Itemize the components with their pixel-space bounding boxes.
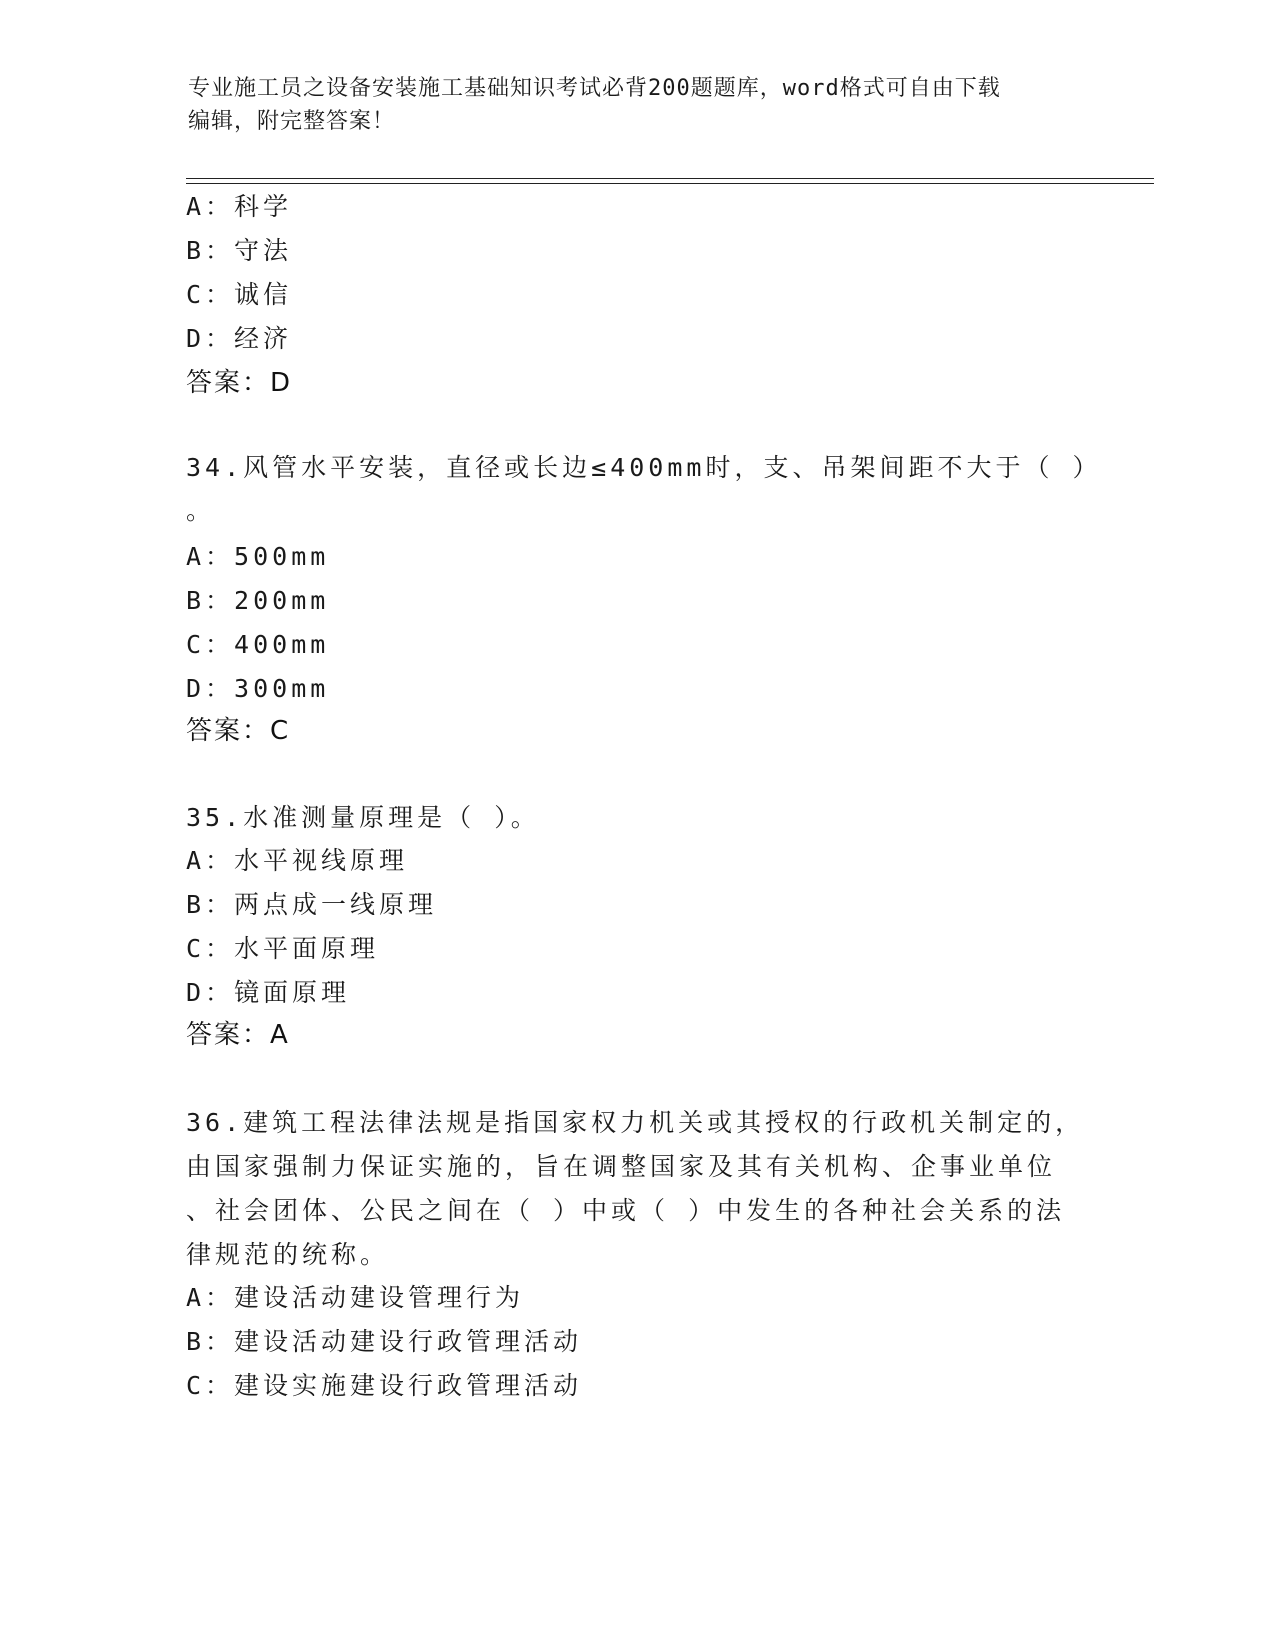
q35-answer: 答案：A [186,1020,290,1050]
header-title-line1: 专业施工员之设备安装施工基础知识考试必背200题题库，word格式可自由下载 [188,76,1001,101]
q34-answer: 答案：C [186,716,291,746]
q33-option-c: C：诚信 [186,280,293,309]
q34-option-c: C：400mm [186,630,330,659]
q36-stem-line1: 36.建筑工程法律法规是指国家权力机关或其授权的行政机关制定的， [186,1108,1085,1137]
q36-stem-line3: 、社会团体、公民之间在（ ）中或（ ）中发生的各种社会关系的法 [186,1196,1066,1225]
q36-stem-line4: 律规范的统称。 [186,1240,390,1269]
q33-option-b: B：守法 [186,236,293,265]
q36-stem-line2: 由国家强制力保证实施的，旨在调整国家及其有关机构、企事业单位 [186,1152,1057,1181]
q35-option-a: A：水平视线原理 [186,846,409,875]
q35-stem: 35.水准测量原理是（ ）。 [186,803,540,832]
q36-option-a: A：建设活动建设管理行为 [186,1283,525,1312]
header-title-line2: 编辑，附完整答案！ [188,109,396,134]
q35-option-d: D：镜面原理 [186,978,351,1007]
q34-option-a: A：500mm [186,542,330,571]
q33-answer: 答案：D [186,368,293,398]
q35-option-c: C：水平面原理 [186,934,380,963]
q33-option-d: D：经济 [186,324,293,353]
q36-option-c: C：建设实施建设行政管理活动 [186,1371,583,1400]
q34-stem-line1: 34.风管水平安装，直径或长边≤400mm时，支、吊架间距不大于（ ） [186,453,1102,482]
q33-option-a: A：科学 [186,192,293,221]
header-divider-bottom [186,183,1154,184]
q34-stem-line2: 。 [186,496,216,525]
q34-option-d: D：300mm [186,674,330,703]
q34-option-b: B：200mm [186,586,330,615]
document-header [188,72,1068,138]
q36-option-b: B：建设活动建设行政管理活动 [186,1327,583,1356]
q35-option-b: B：两点成一线原理 [186,890,438,919]
header-divider-top [186,178,1154,179]
